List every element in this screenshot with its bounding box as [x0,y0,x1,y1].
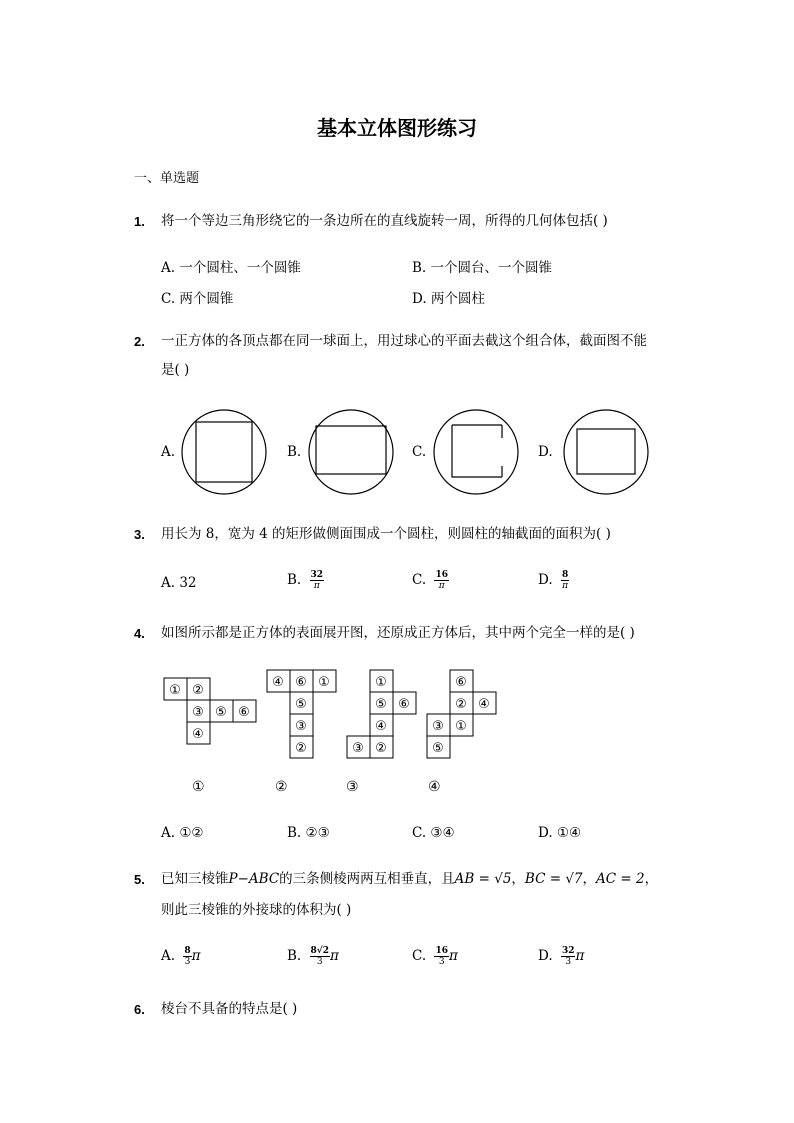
q3-b-denominator: π [313,581,320,591]
q4-option-a[interactable]: A. ①② [161,825,204,841]
q5-ab: AB = √5 [454,871,512,887]
question-3-number: 3. [134,527,145,542]
net-label-1: ① [192,779,205,795]
q5-option-c-label: C. [412,948,427,964]
question-6-text: 棱台不具备的特点是( ) [161,1001,298,1017]
net2-face-f: ② [295,741,307,756]
page-title: 基本立体图形练习 [317,116,477,140]
net2-face-c: ① [318,675,330,690]
q5-option-c[interactable] [412,946,458,967]
question-3-text: 用长为 8，宽为 4 的矩形做侧面围成一个圆柱，则圆柱的轴截面的面积为( ) [161,526,611,542]
q5-c-denominator: 3 [438,957,445,967]
q1-option-c[interactable]: C. 两个圆锥 [161,291,234,307]
net1-face-e: ⑥ [238,705,250,720]
net4-face-a: ⑥ [455,675,467,690]
net3-face-f: ② [375,741,387,756]
q3-option-c-fraction [434,570,449,591]
q4-option-c[interactable]: C. ③④ [412,825,455,841]
question-2-text-line1: 一正方体的各顶点都在同一球面上，用过球心的平面去截这个组合体，截面图不能 [161,333,647,349]
q5-d-denominator: 3 [565,957,572,967]
q2-option-c-figure [430,408,522,496]
q3-c-numerator: 16 [435,570,448,580]
net3-face-e: ③ [352,741,364,756]
q2-option-b-label[interactable]: B. [287,444,302,460]
question-2-text-line2: 是( ) [161,362,190,378]
question-5-number: 5. [134,872,145,887]
cube-net-1 [162,676,258,748]
q3-d-denominator: π [562,581,569,591]
q2-option-c-label[interactable]: C. [412,444,427,460]
q5-option-a[interactable] [161,946,200,967]
q5-a-numerator: 8 [184,946,191,956]
q2-option-a-label[interactable]: A. [161,444,176,460]
q5-bc: BC = √7 [524,871,583,887]
question-5-text-line2: 则此三棱锥的外接球的体积为( ) [161,902,352,918]
cube-net-4 [425,668,499,762]
net4-face-e: ① [455,719,467,734]
q3-option-c[interactable] [412,570,449,591]
q5-option-a-label: A. [161,948,176,964]
q5-b-denominator: 3 [316,957,323,967]
net1-face-a: ① [169,683,181,698]
q5-d-numerator: 32 [561,946,575,956]
q2-option-d-figure [560,408,652,496]
q5-text-a: 已知三棱锥 [161,871,229,887]
net1-face-d: ⑤ [215,705,227,720]
q5-b-pi: π [329,948,339,964]
q4-option-b[interactable]: B. ②③ [287,825,330,841]
q5-pyramid: P−ABC [228,871,280,887]
net1-face-b: ② [192,683,204,698]
q5-option-d-label: D. [538,948,553,964]
question-4-number: 4. [134,626,145,641]
q5-sep3: ， [644,871,659,887]
net4-face-b: ② [455,697,467,712]
net3-face-a: ① [375,675,387,690]
q3-option-b-label: B. [287,572,302,588]
q1-option-b[interactable]: B. 一个圆台、一个圆锥 [412,260,553,276]
q5-option-d[interactable] [538,946,584,967]
question-6-number: 6. [134,1002,145,1017]
q3-option-d-label: D. [538,572,553,588]
question-4-text: 如图所示都是正方体的表面展开图，还原成正方体后，其中两个完全一样的是( ) [161,625,635,641]
q3-d-numerator: 8 [561,570,569,580]
net-label-3: ③ [346,779,359,795]
question-2-number: 2. [134,334,145,349]
net-label-2: ② [275,779,288,795]
section-heading: 一、单选题 [134,171,200,186]
net3-face-c: ⑥ [398,697,410,712]
q3-option-b[interactable] [287,570,324,591]
q1-option-d[interactable]: D. 两个圆柱 [412,291,485,307]
net4-face-c: ④ [478,697,490,712]
q3-option-a[interactable]: A. 32 [161,575,197,591]
q5-a-pi: π [191,948,201,964]
net2-face-b: ⑥ [295,675,307,690]
q5-a-denominator: 3 [184,957,191,967]
q3-option-d-fraction [561,570,569,591]
net4-face-f: ⑤ [432,741,444,756]
net3-face-d: ④ [375,719,387,734]
q4-option-d[interactable]: D. ①④ [538,825,582,841]
q3-option-b-fraction [310,570,325,591]
net-label-4: ④ [428,779,441,795]
question-1-text: 将一个等边三角形绕它的一条边所在的直线旋转一周，所得的几何体包括( ) [161,213,608,229]
q5-option-b-fraction [310,946,330,967]
q5-c-numerator: 16 [435,946,448,956]
q5-option-b[interactable] [287,946,339,967]
q1-option-a[interactable]: A. 一个圆柱、一个圆锥 [161,260,301,276]
q2-option-b-figure [305,408,397,496]
q5-d-pi: π [575,948,585,964]
q2-option-d-label[interactable]: D. [538,444,553,460]
q2-option-a-figure [178,408,270,496]
q3-b-numerator: 32 [310,570,324,580]
q5-text-b: 的三条侧棱两两互相垂直，且 [279,871,455,887]
q3-option-d[interactable] [538,570,569,591]
net2-face-a: ④ [272,675,284,690]
question-5-text-line1 [161,865,658,893]
net1-face-f: ④ [192,727,204,742]
net1-face-c: ③ [192,705,204,720]
net4-face-d: ③ [432,719,444,734]
question-1-number: 1. [134,214,145,229]
net2-face-e: ③ [295,719,307,734]
q5-option-a-fraction [183,946,191,967]
net3-face-b: ⑤ [375,697,387,712]
q5-ac: AC = 2 [596,871,645,887]
q5-option-d-fraction [561,946,576,967]
q5-b-numerator: 8√2 [310,946,329,956]
q3-c-denominator: π [438,581,445,591]
cube-net-3 [345,668,419,762]
q5-c-pi: π [448,948,458,964]
cube-net-2 [265,668,339,762]
q5-option-b-label: B. [287,948,302,964]
net2-face-d: ⑤ [295,697,307,712]
q5-sep1: ， [511,871,525,887]
q5-option-c-fraction [434,946,449,967]
q3-option-c-label: C. [412,572,427,588]
q5-sep2: ， [582,871,597,887]
